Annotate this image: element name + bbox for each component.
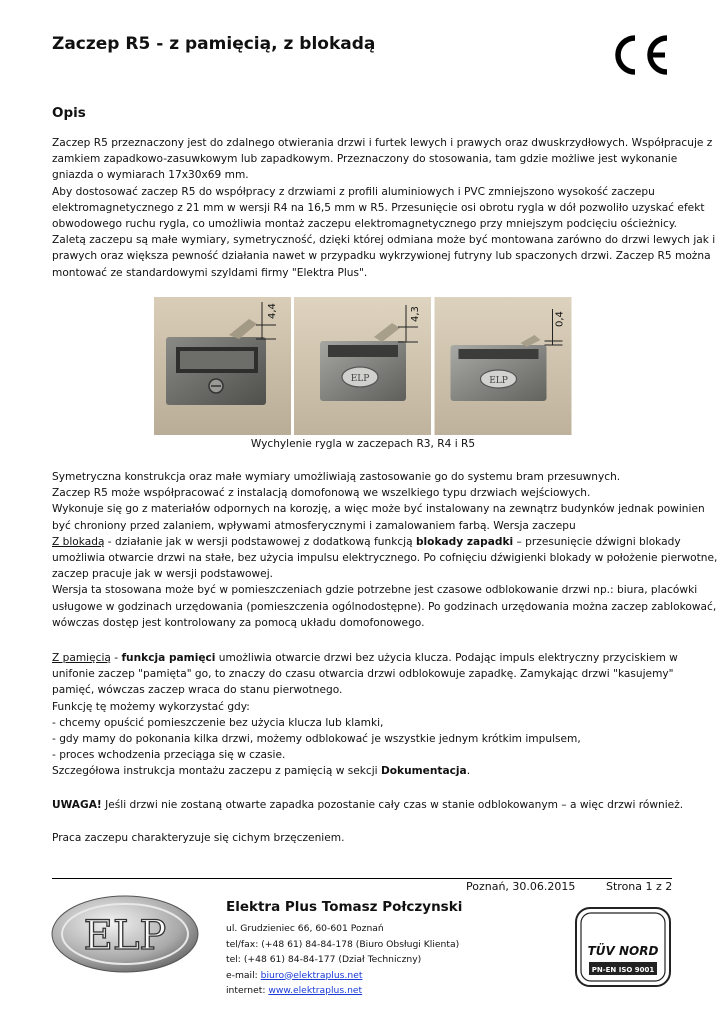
dimension-label: 4,4 [267, 303, 278, 319]
ce-mark-icon [608, 30, 672, 80]
product-photos [154, 297, 572, 435]
page-number: Strona 1 z 2 [606, 880, 673, 893]
dimension-label: 0,4 [554, 311, 566, 327]
text-line: gniazda o wymiarach 17x30x69 mm. [52, 169, 249, 182]
text-span: - działanie jak w wersji podstawowej z dodatkową funkcją [104, 535, 416, 548]
company-name: Elektra Plus Tomasz Połczynski [226, 899, 463, 915]
place-date: Poznań, 30.06.2015 [466, 880, 576, 893]
intro-paragraph [52, 135, 716, 281]
closing-paragraph [52, 830, 676, 846]
text-line: pamięć, wówczas zaczep wraca do stanu pierwotnego. [52, 684, 343, 697]
text-line: Praca zaczepu charakteryzuje się cichym brzęczeniem. [52, 832, 345, 844]
text-line: Wykonuje się go z materiałów odpornych na korozję, a więc może być instalowany na zewnątrz budynków jednak powinien [52, 503, 705, 516]
website-row [226, 983, 459, 999]
warning-label: UWAGA! [52, 799, 102, 811]
text-line: prawych oraz większa pewność działania nawet w przypadku wykrzywionej futryny lub spaczonych drzwi. Zaczep R5 można [52, 250, 711, 263]
text-line: zaczep pracuje jak w wersji podstawowej. [52, 568, 273, 581]
iso-text: PN-EN ISO 9001 [591, 966, 655, 974]
text-line: umożliwia otwarcie drzwi na stałe, bez użycia impulsu elektrycznego. Po cofnięciu dźwigienki blokady w położenie pierwotne, [52, 552, 718, 565]
text-span: – przesunięcie dźwigni blokady [513, 535, 681, 548]
text-line [52, 650, 676, 666]
figure-caption: Wychylenie rygla w zaczepach R3, R4 i R5 [250, 438, 476, 450]
warning-paragraph [52, 797, 684, 813]
email-row [226, 968, 459, 984]
website-label: internet: [226, 985, 269, 996]
text-line: - proces wchodzenia przeciąga się w czasie. [52, 749, 286, 762]
telfax: tel/fax: (+48 61) 84-84-178 (Biuro Obsługi Klienta) [226, 938, 460, 950]
z-blokada-link[interactable]: Z blokadą [52, 535, 105, 548]
text-span: umożliwia otwarcie drzwi bez użycia klucza. Podając impuls elektryczny przyciskiem w [215, 652, 678, 664]
tuv-nord-text: TÜV NORD [587, 944, 659, 958]
product-photo-r5 [434, 297, 572, 435]
text-line: Aby dostosować zaczep R5 do współpracy z drzwiami z profili aluminiowych i PVC zmniejszono wysokość zaczepu [52, 185, 655, 198]
text-line [52, 763, 676, 779]
elp-logo [50, 893, 200, 975]
text-line: usługowe w godzinach urzędowania (pomieszczenia ogólnodostępne). Po godzinach urzędowania można zaczep zablokować, [52, 600, 717, 613]
email-link[interactable]: biuro@elektraplus.net [260, 969, 363, 981]
website-link[interactable]: www.elektraplus.net [268, 985, 363, 996]
email-label: e-mail: [226, 969, 261, 981]
paragraph-memory [52, 650, 676, 780]
footer-divider [52, 878, 672, 879]
text-line: - gdy mamy do pokonania kilka drzwi, możemy odblokować je wszystkie jednym krótkim impulsem, [52, 733, 581, 746]
contact-info [226, 921, 459, 999]
tuv-nord-certificate-badge [575, 907, 671, 987]
text-line: montować ze standardowymi szyldami firmy "Elektra Plus". [52, 266, 368, 279]
text-line: zamkiem zapadkowo-zasuwkowym lub zapadkowym. Przeznaczony do stosowania, tam gdzie możliwe jest wykonanie [52, 153, 678, 166]
text-span: Jeśli drzwi nie zostaną otwarte zapadka pozostanie cały czas w stanie odblokowanym – a więc drzwi również. [101, 799, 684, 811]
elp-logo-text: ELP [489, 376, 508, 386]
page-title: Zaczep R5 - z pamięcią, z blokadą [52, 34, 376, 54]
text-line: elektromagnetycznego z 21 mm w wersji R4 na 16,5 mm w R5. Przesunięcie osi obrotu rygla w dół pozwoliło uzyskać efekt [52, 201, 705, 214]
text-line: unifonie zaczep "pamięta" go, to znaczy do czasu otwarcia drzwi odblokowuje zapadkę. Zamykając drzwi "kasujemy" [52, 668, 674, 681]
elp-logo-text: ELP [83, 913, 167, 959]
product-photo-r3 [154, 297, 291, 435]
address: ul. Grudzieniec 66, 60-601 Poznań [226, 923, 384, 934]
bold-text: blokady zapadki [415, 535, 514, 548]
elp-logo-text: ELP [350, 374, 370, 384]
text-span: . [466, 765, 471, 778]
text-line: Zaletą zaczepu są małe wymiary, symetryczność, dzięki której odmiana może być montowana zarówno do drzwi lewych jak i [52, 234, 716, 247]
text-span: Szczegółowa instrukcja montażu zaczepu z pamięcią w sekcji [52, 765, 381, 778]
text-line: Zaczep R5 może współpracować z instalacją domofonową we wszelkiego typu drzwiach wejściowych. [52, 487, 591, 500]
phone: tel: (+48 61) 84-84-177 (Dział Techniczny) [226, 954, 422, 965]
bold-text: Dokumentacja [380, 765, 467, 778]
text-line: Wersja ta stosowana może być w pomieszczeniach gdzie potrzebne jest czasowe odblokowanie drzwi np.: biura, placówki [52, 584, 698, 597]
text-line: Symetryczna konstrukcja oraz małe wymiary umożliwiają zastosowanie go do systemu bram przesuwnych. [52, 471, 621, 483]
dimension-label: 4,3 [410, 306, 421, 322]
product-photo-r4 [294, 297, 431, 435]
text-line: obwodowego ruchu rygla, co umożliwia montaż zaczepu elektromagnetycznego przy mniejszym podcięciu ościeżnicy. [52, 218, 677, 231]
paragraph-features [52, 469, 718, 631]
text-line [52, 534, 681, 550]
bold-text: funkcja pamięci [121, 652, 216, 664]
section-heading: Opis [52, 105, 86, 121]
text-line: wówczas dostęp jest kontrolowany za pomocą układu domofonowego. [52, 616, 425, 629]
text-line: Funkcję tę możemy wykorzystać gdy: [52, 700, 250, 713]
text-line [52, 797, 684, 813]
z-pamiecia-link[interactable]: Z pamięcią [52, 652, 111, 664]
text-line: Zaczep R5 przeznaczony jest do zdalnego otwierania drzwi i furtek lewych i prawych oraz dwuskrzydłowych. Współpracuje z [52, 137, 713, 149]
text-line: - chcemy opuścić pomieszczenie bez użycia klucza lub klamki, [52, 716, 384, 729]
text-span: - [110, 652, 122, 664]
text-line: być chroniony przed zalaniem, wpływami atmosferycznymi i zamalowaniem farbą. Wersja zaczepu [52, 519, 576, 532]
